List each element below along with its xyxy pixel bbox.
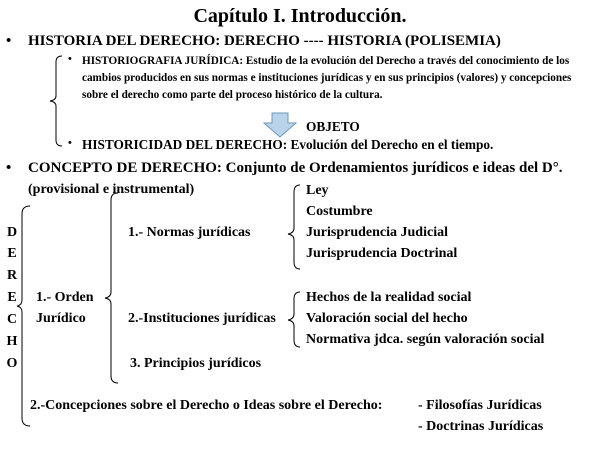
- derecho-letter: O: [6, 356, 18, 371]
- bullet-marker: •: [6, 33, 12, 49]
- historicidad-text: HISTORICIDAD DEL DERECHO: Evolución del Derecho en el tiempo.: [82, 137, 494, 152]
- historiografia-text: HISTORIOGRAFIA JURÍDICA: Estudio de la evolución del Derecho a través del conocimiento de los cambios producidos en sus normas e instituciones jurídicas y en sus principios (valores) y concepciones sobre el derecho como parte del proceso histórico de la cultura.: [82, 55, 572, 101]
- historia-heading: HISTORIA DEL DERECHO: DERECHO ---- HISTORIA (POLISEMIA): [28, 33, 501, 49]
- sub-bullet-marker: •: [68, 137, 72, 149]
- historiografia-bracket: [50, 56, 62, 146]
- derecho-letter: H: [6, 334, 18, 349]
- principios-label: 3. Principios jurídicos: [130, 356, 262, 371]
- normas-brace: [288, 185, 300, 269]
- instituciones-brace: [288, 292, 300, 347]
- concepciones-label: 2.-Concepciones sobre el Derecho o Ideas sobre el Derecho:: [30, 398, 383, 413]
- concepciones-item: - Doctrinas Jurídicas: [418, 419, 544, 434]
- derecho-letter: C: [6, 312, 18, 327]
- derecho-letter: E: [7, 246, 17, 261]
- normas-item: Jurisprudencia Judicial: [306, 225, 448, 240]
- instituciones-item: Valoración social del hecho: [306, 311, 468, 326]
- concepciones-item: - Filosofías Jurídicas: [418, 398, 542, 413]
- instituciones-item: Hechos de la realidad social: [306, 290, 472, 305]
- page-title: Capítulo I. Introducción.: [193, 5, 407, 27]
- normas-item: Ley: [306, 183, 329, 198]
- normas-label: 1.- Normas jurídicas: [128, 225, 251, 240]
- instituciones-label: 2.-Instituciones jurídicas: [128, 311, 276, 326]
- orden-line-1: 1.- Orden: [36, 290, 94, 305]
- derecho-letter: R: [6, 268, 18, 283]
- bullet-marker: •: [6, 160, 12, 176]
- derecho-letter: D: [6, 225, 18, 240]
- normas-item: Costumbre: [306, 204, 373, 219]
- normas-item: Jurisprudencia Doctrinal: [306, 246, 458, 261]
- sub-bullet-marker: •: [68, 53, 72, 65]
- provisional-note: (provisional e instrumental): [28, 182, 195, 197]
- orden-line-2: Jurídico: [36, 311, 86, 326]
- derecho-letter: E: [7, 290, 17, 305]
- orden-bracket: [105, 193, 118, 383]
- instituciones-item: Normativa jdca. según valoración social: [306, 332, 545, 347]
- concepto-heading: CONCEPTO DE DERECHO: Conjunto de Ordenamientos jurídicos e ideas del D°.: [28, 160, 563, 176]
- derecho-bracket: [17, 206, 30, 426]
- objeto-label: OBJETO: [306, 119, 360, 134]
